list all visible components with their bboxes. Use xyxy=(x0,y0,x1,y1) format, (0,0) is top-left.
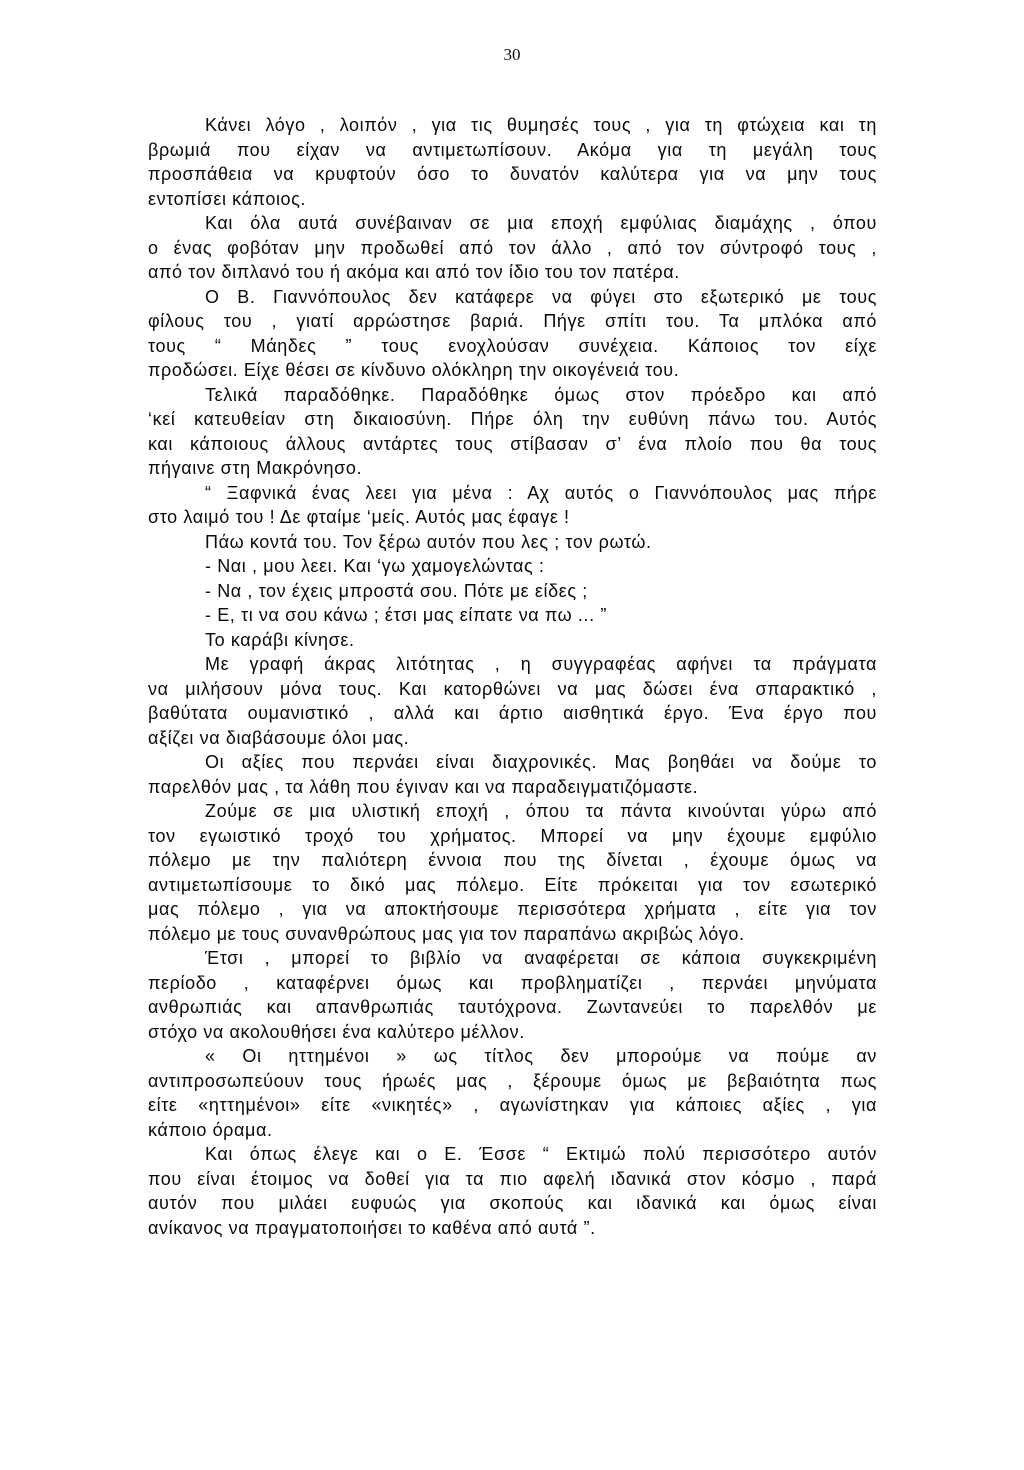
paragraph xyxy=(148,1142,877,1240)
text-line: αυτόν που μιλάει ευφυώς για σκοπούς και ιδανικά και όμως είναι xyxy=(148,1193,877,1213)
text-line: πόλεμο με την παλιότερη έννοια που της δίνεται , έχουμε όμως να xyxy=(148,850,877,870)
text-line: αντιμετωπίσουμε το δικό μας πόλεμο. Είτε πρόκειται για τον εσωτερικό xyxy=(148,874,877,895)
text-line: ανθρωπιάς και απανθρωπιάς ταυτόχρονα. Ζωντανεύει το παρελθόν με xyxy=(148,997,877,1017)
text-line: στόχο να ακολουθήσει ένα καλύτερο μέλλον. xyxy=(148,1021,525,1042)
text-line: Με γραφή άκρας λιτότητας , η συγγραφέας αφήνει τα πράγματα xyxy=(205,654,877,674)
text-line: πήγαινε στη Μακρόνησο. xyxy=(148,458,363,478)
text-line: Πάω κοντά του. Τον ξέρω αυτόν που λες ; τον ρωτώ. xyxy=(205,531,652,552)
paragraph xyxy=(148,603,877,628)
text-line: Ο Β. Γιαννόπουλος δεν κατάφερε να φύγει στο εξωτερικό με τους xyxy=(205,286,877,307)
text-line: πόλεμο με τους συνανθρώπους μας για τον παραπάνω ακριβώς λόγο. xyxy=(148,923,745,944)
text-line: Οι αξίες που περνάει είναι διαχρονικές. Μας βοηθάει να δούμε το xyxy=(205,752,877,772)
body-text xyxy=(148,113,877,1240)
paragraph xyxy=(148,946,877,1044)
text-line: Ζούμε σε μια υλιστική εποχή , όπου τα πάντα κινούνται γύρω από xyxy=(205,801,877,821)
text-line: εντοπίσει κάποιος. xyxy=(148,188,307,209)
text-line: « Οι ηττημένοι » ως τίτλος δεν μπορούμε να πούμε αν xyxy=(205,1046,877,1066)
text-line: αξίζει να διαβάσουμε όλοι μας. xyxy=(148,727,410,748)
text-line: ο ένας φοβόταν μην προδωθεί από τον άλλο , από τον σύντροφό τους , xyxy=(148,237,877,258)
text-line: από τον διπλανό του ή ακόμα και από τον ίδιο του τον πατέρα. xyxy=(148,262,680,282)
text-line: είτε «ηττημένοι» είτε «νικητές» , αγωνίστηκαν για κάποιες αξίες , για xyxy=(148,1095,877,1115)
text-line: Έτσι , μπορεί το βιβλίο να αναφέρεται σε κάποια συγκεκριμένη xyxy=(205,948,877,968)
text-line: τους “ Μάηδες ” τους ενοχλούσαν συνέχεια. Κάποιος τον είχε xyxy=(148,335,877,356)
text-line: Και όπως έλεγε και ο Ε. Έσσε “ Εκτιμώ πολύ περισσότερο αυτόν xyxy=(205,1144,877,1164)
paragraph xyxy=(148,383,877,481)
text-line: Τελικά παραδόθηκε. Παραδόθηκε όμως στον πρόεδρο και από xyxy=(205,384,877,405)
text-line: Και όλα αυτά συνέβαιναν σε μια εποχή εμφύλιας διαμάχης , όπου xyxy=(205,213,877,233)
text-line: παρελθόν μας , τα λάθη που έγιναν και να παραδειγματιζόμαστε. xyxy=(148,776,699,797)
paragraph xyxy=(148,799,877,946)
text-line: κάποιο όραμα. xyxy=(148,1119,273,1140)
text-line: - Να , τον έχεις μπροστά σου. Πότε με είδες ; xyxy=(205,580,588,601)
paragraph xyxy=(148,652,877,750)
text-line: προδώσει. Είχε θέσει σε κίνδυνο ολόκληρη την οικογένειά του. xyxy=(148,360,680,380)
text-line: Κάνει λόγο , λοιπόν , για τις θυμησές τους , για τη φτώχεια και τη xyxy=(205,115,877,135)
text-line: και κάποιους άλλους αντάρτες τους στίβασαν σ’ ένα πλοίο που θα τους xyxy=(148,433,877,454)
text-line: αντιπροσωπεύουν τους ήρωές μας , ξέρουμε όμως με βεβαιότητα πως xyxy=(148,1070,877,1091)
paragraph xyxy=(148,530,877,555)
paragraph xyxy=(148,628,877,653)
paragraph xyxy=(148,285,877,383)
paragraph xyxy=(148,211,877,285)
paragraph xyxy=(148,1044,877,1142)
text-line: φίλους του , γιατί αρρώστησε βαριά. Πήγε σπίτι του. Τα μπλόκα από xyxy=(148,311,877,331)
text-line: - Ναι , μου λεει. Και ‘γω χαμογελώντας : xyxy=(205,556,545,576)
paragraph xyxy=(148,113,877,211)
paragraph xyxy=(148,750,877,799)
text-line: που είναι έτοιμος να δοθεί για τα πιο αφελή ιδανικά στον κόσμο , παρά xyxy=(148,1168,877,1189)
paragraph xyxy=(148,481,877,530)
text-line: τον εγωιστικό τροχό του χρήματος. Μπορεί να μην έχουμε εμφύλιο xyxy=(148,825,877,846)
text-line: - Ε, τι να σου κάνω ; έτσι μας είπατε να πω ... ” xyxy=(205,605,607,625)
text-line: να μιλήσουν μόνα τους. Και κατορθώνει να μας δώσει ένα σπαρακτικό , xyxy=(148,678,877,699)
text-line: βαθύτατα ουμανιστικό , αλλά και άρτιο αισθητικά έργο. Ένα έργο που xyxy=(148,703,877,723)
text-line: προσπάθεια να κρυφτούν όσο το δυνατόν καλύτερα για να μην τους xyxy=(148,164,877,184)
text-line: μας πόλεμο , για να αποκτήσουμε περισσότερα χρήματα , είτε για τον xyxy=(148,899,877,919)
text-line: ‘κεί κατευθείαν στη δικαιοσύνη. Πήρε όλη την ευθύνη πάνω του. Αυτός xyxy=(148,409,877,429)
text-line: Το καράβι κίνησε. xyxy=(205,629,355,650)
text-line: στο λαιμό του ! Δε φταίμε ‘μείς. Αυτός μας έφαγε ! xyxy=(148,507,570,527)
text-line: “ Ξαφνικά ένας λεει για μένα : Αχ αυτός ο Γιαννόπουλος μας πήρε xyxy=(205,482,877,503)
text-line: περίοδο , καταφέρνει όμως και προβληματίζει , περνάει μηνύματα xyxy=(148,972,877,993)
text-line: ανίκανος να πραγματοποιήσει το καθένα από αυτά ”. xyxy=(148,1217,596,1238)
paragraph xyxy=(148,579,877,604)
paragraph xyxy=(148,554,877,579)
text-line: βρωμιά που είχαν να αντιμετωπίσουν. Ακόμα για τη μεγάλη τους xyxy=(148,139,877,160)
page-number: 30 xyxy=(503,45,521,64)
